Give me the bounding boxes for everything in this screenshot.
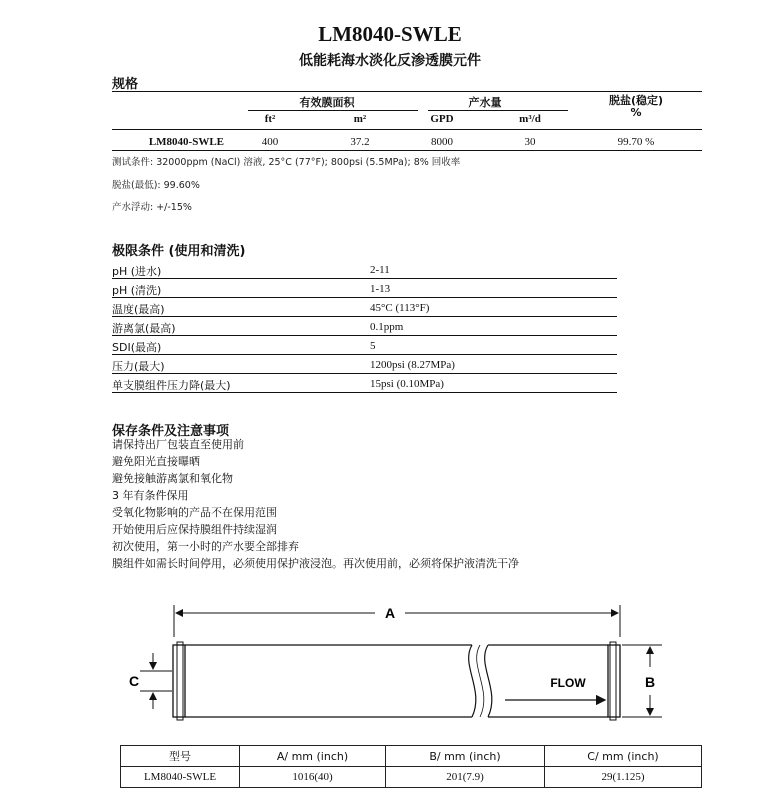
dimension-c (129, 653, 172, 709)
specs-header-flow: 产水量 (468, 96, 502, 109)
spec-ft2: 400 (261, 136, 279, 148)
specs-heading: 规格 (112, 77, 139, 92)
unit-m2: m² (353, 113, 367, 125)
limit-label-chlorine: 游离氯(最高) (112, 322, 176, 335)
storage-heading: 保存条件及注意事项 (112, 424, 230, 439)
storage-line: 开始使用后应保持膜组件持续湿润 (112, 523, 277, 536)
storage-line: 避免接触游离氯和氧化物 (112, 472, 233, 485)
storage-line: 避免阳光直接曝晒 (112, 455, 200, 468)
limit-value-sdi: 5 (370, 340, 376, 352)
page-title: LM8040-SWLE (318, 22, 462, 46)
spec-model: LM8040-SWLE (148, 136, 224, 148)
dim-header-b: B/ mm (inch) (386, 746, 545, 767)
unit-gpd: GPD (430, 113, 454, 125)
limit-rule (112, 373, 617, 374)
specs-header-area: 有效膜面积 (299, 96, 355, 109)
specs-mid-rule (112, 129, 702, 130)
limit-rule (112, 392, 617, 393)
limit-rule (112, 335, 617, 336)
limit-value-ph-clean: 1-13 (370, 283, 391, 295)
dim-header-model: 型号 (121, 746, 240, 767)
spec-note-flow-var: 产水浮动: +/-15% (112, 202, 192, 213)
page-subtitle: 低能耗海水淡化反渗透膜元件 (299, 53, 481, 69)
limit-rule (112, 297, 617, 298)
label-c: C (128, 673, 140, 689)
spec-note-min-rejection: 脱盐(最低): 99.60% (112, 180, 200, 191)
dimension-a (174, 605, 620, 637)
label-b: B (644, 674, 656, 690)
limit-value-pressure-drop: 15psi (0.10MPa) (370, 378, 444, 390)
specs-bottom-rule (112, 150, 702, 151)
dim-b: 201(7.9) (386, 767, 545, 788)
limit-label-ph-feed: pH (进水) (112, 265, 162, 278)
unit-ft2: ft² (264, 113, 276, 125)
limit-rule (112, 278, 617, 279)
limit-value-chlorine: 0.1ppm (370, 321, 404, 333)
unit-m3d: m³/d (519, 113, 541, 125)
limit-label-sdi: SDI(最高) (112, 341, 162, 354)
dim-a: 1016(40) (240, 767, 386, 788)
spec-m2: 37.2 (350, 136, 370, 148)
spec-note-test: 测试条件: 32000ppm (NaCl) 溶液, 25°C (77°F); 800psi (5.5MPa); 8% 回收率 (112, 157, 461, 168)
dimension-b (622, 645, 662, 717)
dim-model: LM8040-SWLE (121, 767, 240, 788)
limit-value-ph-feed: 2-11 (370, 264, 390, 276)
specs-header-rejection: 脱盐(稳定) (608, 94, 664, 107)
limit-value-pressure: 1200psi (8.27MPa) (370, 359, 455, 371)
dimensions-header-row (121, 746, 702, 767)
dimensions-row (121, 767, 702, 788)
limit-label-pressure: 压力(最大) (112, 360, 165, 373)
spec-gpd: 8000 (431, 136, 453, 148)
specs-header-rejection-unit: % (630, 106, 642, 119)
dim-header-c: C/ mm (inch) (545, 746, 702, 767)
specs-flow-rule (428, 110, 568, 111)
spec-rejection: 99.70 % (617, 136, 655, 148)
dim-header-a: A/ mm (inch) (240, 746, 386, 767)
limit-label-pressure-drop: 单支膜组件压力降(最大) (112, 379, 231, 392)
limit-rule (112, 354, 617, 355)
specs-area-rule (248, 110, 418, 111)
storage-line: 3 年有条件保用 (112, 489, 189, 502)
storage-line: 受氧化物影响的产品不在保用范围 (112, 506, 277, 519)
limits-heading: 极限条件 (使用和清洗) (112, 244, 246, 259)
storage-line: 膜组件如需长时间停用，必须使用保护液浸泡。再次使用前，必须将保护液清洗干净 (112, 557, 519, 570)
membrane-element-diagram (110, 595, 670, 735)
limit-value-temp: 45°C (113°F) (370, 302, 430, 314)
flow-label: FLOW (550, 676, 586, 690)
limit-rule (112, 316, 617, 317)
spec-m3d: 30 (524, 136, 536, 148)
limit-label-temp: 温度(最高) (112, 303, 165, 316)
storage-line: 请保持出厂包装直至使用前 (112, 438, 244, 451)
storage-line: 初次使用，第一小时的产水要全部排弃 (112, 540, 299, 553)
dim-c: 29(1.125) (545, 767, 702, 788)
dimensions-table (120, 745, 702, 788)
label-a: A (384, 605, 396, 621)
limit-label-ph-clean: pH (清洗) (112, 284, 162, 297)
flow-indicator (505, 676, 605, 700)
